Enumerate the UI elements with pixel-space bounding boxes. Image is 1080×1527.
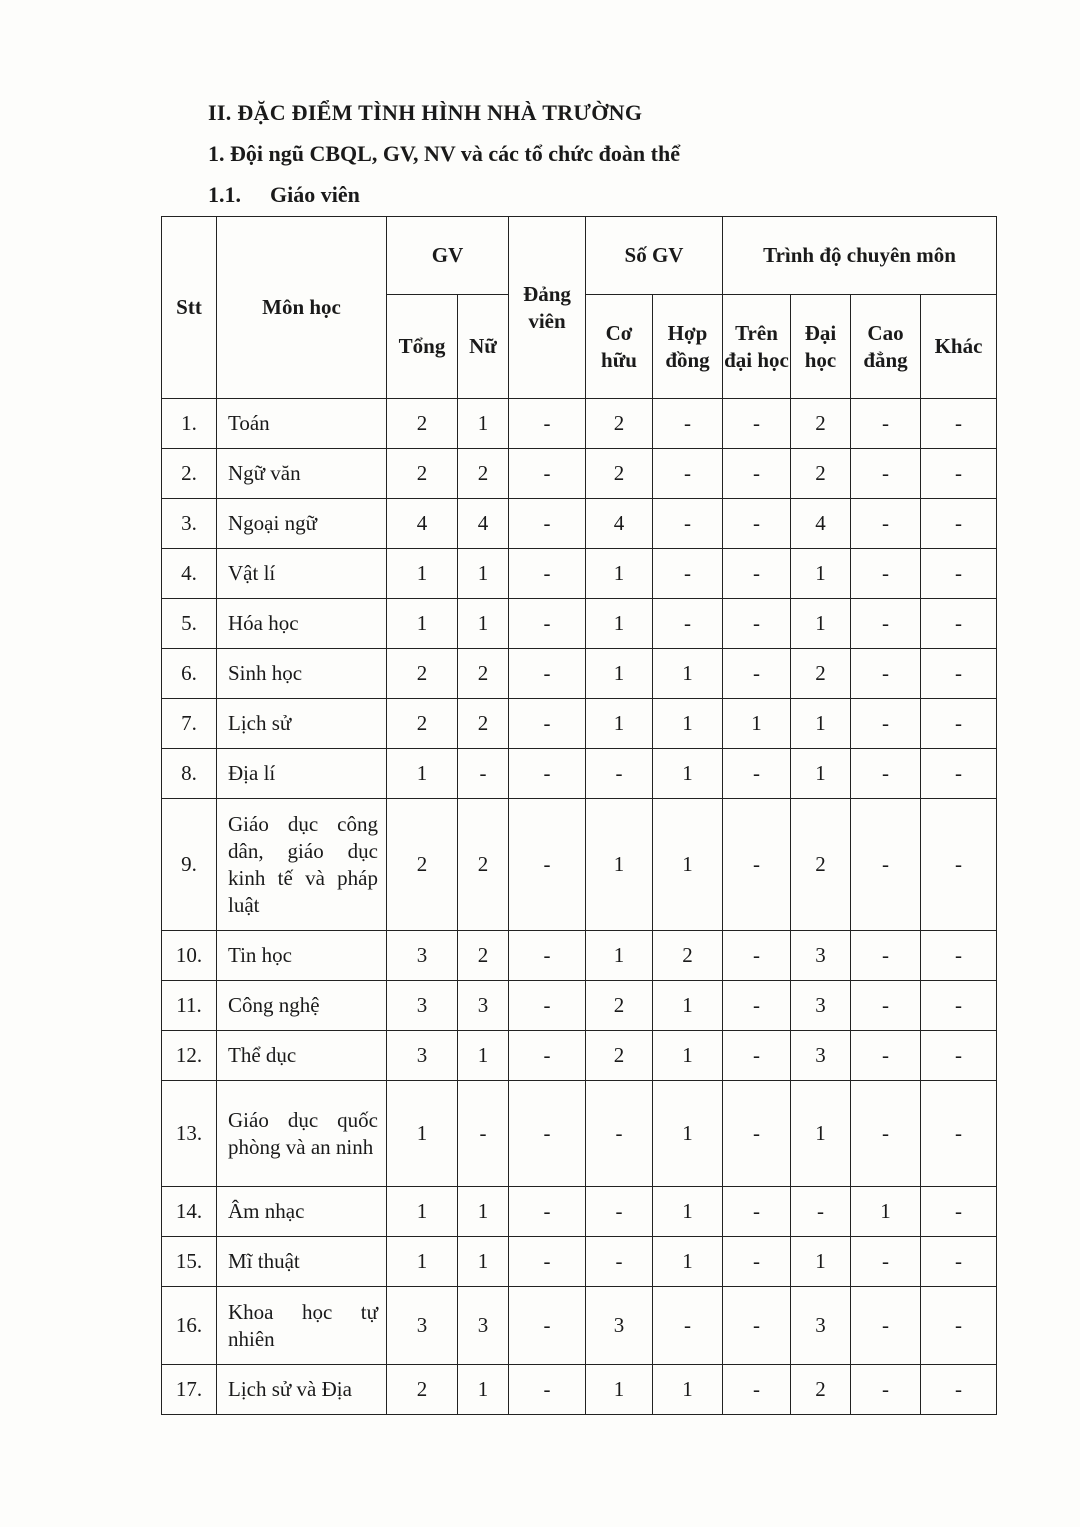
cell-stt: 15. <box>162 1237 217 1287</box>
cell-party: - <box>509 1031 586 1081</box>
cell-subject: Công nghệ <box>217 981 387 1031</box>
table-row <box>162 549 997 599</box>
cell-subject: Hóa học <box>217 599 387 649</box>
cell-stt: 17. <box>162 1365 217 1415</box>
cell-party: - <box>509 1287 586 1365</box>
cell-total: 1 <box>387 1187 458 1237</box>
cell-stt: 9. <box>162 799 217 931</box>
cell-female: 2 <box>458 931 509 981</box>
table-row <box>162 1287 997 1365</box>
cell-permanent: 3 <box>586 1287 653 1365</box>
cell-party: - <box>509 549 586 599</box>
cell-total: 3 <box>387 981 458 1031</box>
cell-university: 3 <box>791 1287 851 1365</box>
cell-contract: 1 <box>653 1031 723 1081</box>
cell-postgrad: - <box>723 599 791 649</box>
cell-permanent: 2 <box>586 1031 653 1081</box>
cell-other: - <box>921 1287 997 1365</box>
cell-subject: Khoa học tự nhiên <box>217 1287 387 1365</box>
cell-party: - <box>509 749 586 799</box>
cell-stt: 7. <box>162 699 217 749</box>
cell-contract: - <box>653 549 723 599</box>
table-row <box>162 1081 997 1187</box>
cell-contract: 1 <box>653 799 723 931</box>
cell-stt: 6. <box>162 649 217 699</box>
table-row <box>162 749 997 799</box>
header-university: Đại học <box>791 295 851 399</box>
cell-female: 2 <box>458 799 509 931</box>
cell-college: - <box>851 1081 921 1187</box>
cell-stt: 3. <box>162 499 217 549</box>
cell-postgrad: - <box>723 799 791 931</box>
cell-party: - <box>509 931 586 981</box>
cell-contract: 1 <box>653 1365 723 1415</box>
cell-university: 2 <box>791 1365 851 1415</box>
cell-college: - <box>851 699 921 749</box>
cell-university: - <box>791 1187 851 1237</box>
cell-postgrad: - <box>723 1081 791 1187</box>
cell-party: - <box>509 981 586 1031</box>
cell-contract: 2 <box>653 931 723 981</box>
cell-contract: - <box>653 1287 723 1365</box>
cell-party: - <box>509 699 586 749</box>
header-qualification: Trình độ chuyên môn <box>723 217 997 295</box>
header-postgrad: Trên đại học <box>723 295 791 399</box>
cell-other: - <box>921 499 997 549</box>
header-so-gv: Số GV <box>586 217 723 295</box>
cell-permanent: - <box>586 1081 653 1187</box>
cell-contract: - <box>653 449 723 499</box>
cell-subject: Giáo dục quốc phòng và an ninh <box>217 1081 387 1187</box>
cell-university: 2 <box>791 799 851 931</box>
table-row <box>162 1365 997 1415</box>
header-stt: Stt <box>162 217 217 399</box>
cell-postgrad: - <box>723 499 791 549</box>
cell-college: - <box>851 799 921 931</box>
cell-postgrad: - <box>723 1237 791 1287</box>
cell-female: 1 <box>458 1365 509 1415</box>
cell-postgrad: - <box>723 1287 791 1365</box>
cell-contract: 1 <box>653 1081 723 1187</box>
cell-permanent: 4 <box>586 499 653 549</box>
header-other: Khác <box>921 295 997 399</box>
table-row <box>162 499 997 549</box>
cell-total: 4 <box>387 499 458 549</box>
subsection-heading: 1. Đội ngũ CBQL, GV, NV và các tổ chức đoàn thể <box>208 141 680 166</box>
cell-university: 1 <box>791 1081 851 1187</box>
cell-female: 4 <box>458 499 509 549</box>
cell-college: - <box>851 931 921 981</box>
cell-contract: 1 <box>653 649 723 699</box>
cell-contract: 1 <box>653 699 723 749</box>
sub-subsection-title: Giáo viên <box>270 182 360 207</box>
cell-party: - <box>509 1187 586 1237</box>
cell-subject: Âm nhạc <box>217 1187 387 1237</box>
cell-contract: - <box>653 599 723 649</box>
cell-party: - <box>509 449 586 499</box>
cell-female: 2 <box>458 649 509 699</box>
cell-subject: Địa lí <box>217 749 387 799</box>
cell-subject: Giáo dục công dân, giáo dục kinh tế và pháp luật <box>217 799 387 931</box>
cell-total: 1 <box>387 1237 458 1287</box>
cell-stt: 10. <box>162 931 217 981</box>
cell-university: 1 <box>791 1237 851 1287</box>
cell-total: 2 <box>387 799 458 931</box>
cell-party: - <box>509 599 586 649</box>
cell-female: 1 <box>458 599 509 649</box>
cell-college: - <box>851 499 921 549</box>
cell-stt: 16. <box>162 1287 217 1365</box>
cell-college: - <box>851 599 921 649</box>
cell-other: - <box>921 1237 997 1287</box>
cell-postgrad: - <box>723 549 791 599</box>
cell-permanent: 2 <box>586 399 653 449</box>
cell-subject: Sinh học <box>217 649 387 699</box>
cell-subject: Lịch sử và Địa <box>217 1365 387 1415</box>
cell-permanent: 1 <box>586 649 653 699</box>
cell-college: - <box>851 749 921 799</box>
cell-postgrad: - <box>723 649 791 699</box>
cell-university: 2 <box>791 399 851 449</box>
cell-total: 1 <box>387 599 458 649</box>
cell-stt: 14. <box>162 1187 217 1237</box>
cell-postgrad: - <box>723 399 791 449</box>
cell-permanent: 1 <box>586 1365 653 1415</box>
cell-female: - <box>458 749 509 799</box>
cell-total: 3 <box>387 1031 458 1081</box>
cell-permanent: 1 <box>586 931 653 981</box>
table-row <box>162 599 997 649</box>
cell-female: - <box>458 1081 509 1187</box>
cell-party: - <box>509 399 586 449</box>
cell-subject: Ngoại ngữ <box>217 499 387 549</box>
cell-party: - <box>509 649 586 699</box>
cell-contract: - <box>653 499 723 549</box>
sub-subsection-heading <box>208 182 360 208</box>
cell-female: 2 <box>458 449 509 499</box>
cell-postgrad: - <box>723 981 791 1031</box>
cell-university: 2 <box>791 449 851 499</box>
cell-subject: Lịch sử <box>217 699 387 749</box>
header-permanent: Cơ hữu <box>586 295 653 399</box>
cell-university: 4 <box>791 499 851 549</box>
cell-permanent: - <box>586 1187 653 1237</box>
cell-college: - <box>851 1287 921 1365</box>
teacher-table-body <box>162 399 997 1415</box>
cell-stt: 5. <box>162 599 217 649</box>
table-row <box>162 399 997 449</box>
cell-college: - <box>851 549 921 599</box>
table-row <box>162 699 997 749</box>
cell-postgrad: - <box>723 1365 791 1415</box>
header-party-member: Đảng viên <box>509 217 586 399</box>
cell-other: - <box>921 449 997 499</box>
cell-stt: 2. <box>162 449 217 499</box>
cell-other: - <box>921 1365 997 1415</box>
table-row <box>162 449 997 499</box>
teacher-table <box>161 216 997 1415</box>
cell-female: 1 <box>458 1187 509 1237</box>
cell-college: 1 <box>851 1187 921 1237</box>
header-gv-female: Nữ <box>458 295 509 399</box>
cell-party: - <box>509 1237 586 1287</box>
cell-contract: - <box>653 399 723 449</box>
cell-subject: Mĩ thuật <box>217 1237 387 1287</box>
section-heading: II. ĐẶC ĐIỂM TÌNH HÌNH NHÀ TRƯỜNG <box>208 100 643 125</box>
cell-other: - <box>921 649 997 699</box>
table-row <box>162 1187 997 1237</box>
cell-university: 1 <box>791 699 851 749</box>
table-row <box>162 1031 997 1081</box>
cell-college: - <box>851 1031 921 1081</box>
cell-total: 2 <box>387 449 458 499</box>
header-gv-total: Tổng <box>387 295 458 399</box>
table-row <box>162 931 997 981</box>
cell-other: - <box>921 931 997 981</box>
header-subject: Môn học <box>217 217 387 399</box>
cell-total: 1 <box>387 1081 458 1187</box>
cell-total: 2 <box>387 399 458 449</box>
cell-postgrad: - <box>723 749 791 799</box>
cell-postgrad: - <box>723 449 791 499</box>
cell-college: - <box>851 399 921 449</box>
cell-total: 2 <box>387 1365 458 1415</box>
cell-stt: 8. <box>162 749 217 799</box>
cell-other: - <box>921 599 997 649</box>
cell-university: 3 <box>791 981 851 1031</box>
cell-female: 2 <box>458 699 509 749</box>
cell-total: 1 <box>387 549 458 599</box>
cell-university: 2 <box>791 649 851 699</box>
cell-permanent: 2 <box>586 981 653 1031</box>
cell-subject: Thể dục <box>217 1031 387 1081</box>
cell-party: - <box>509 1081 586 1187</box>
cell-postgrad: - <box>723 931 791 981</box>
cell-permanent: 1 <box>586 799 653 931</box>
header-contract: Hợp đồng <box>653 295 723 399</box>
table-row <box>162 1237 997 1287</box>
cell-college: - <box>851 981 921 1031</box>
cell-other: - <box>921 749 997 799</box>
cell-postgrad: 1 <box>723 699 791 749</box>
cell-other: - <box>921 1187 997 1237</box>
cell-university: 1 <box>791 749 851 799</box>
cell-female: 3 <box>458 1287 509 1365</box>
cell-university: 1 <box>791 599 851 649</box>
cell-stt: 11. <box>162 981 217 1031</box>
cell-subject: Tin học <box>217 931 387 981</box>
cell-stt: 1. <box>162 399 217 449</box>
cell-female: 1 <box>458 399 509 449</box>
cell-total: 3 <box>387 931 458 981</box>
cell-stt: 12. <box>162 1031 217 1081</box>
cell-party: - <box>509 499 586 549</box>
cell-female: 1 <box>458 549 509 599</box>
cell-contract: 1 <box>653 1237 723 1287</box>
table-row <box>162 799 997 931</box>
cell-contract: 1 <box>653 749 723 799</box>
header-college: Cao đẳng <box>851 295 921 399</box>
cell-postgrad: - <box>723 1187 791 1237</box>
cell-college: - <box>851 449 921 499</box>
cell-university: 1 <box>791 549 851 599</box>
cell-female: 1 <box>458 1031 509 1081</box>
cell-party: - <box>509 799 586 931</box>
cell-contract: 1 <box>653 981 723 1031</box>
header-gv: GV <box>387 217 509 295</box>
cell-contract: 1 <box>653 1187 723 1237</box>
cell-other: - <box>921 1031 997 1081</box>
cell-permanent: 1 <box>586 599 653 649</box>
cell-other: - <box>921 699 997 749</box>
cell-permanent: - <box>586 1237 653 1287</box>
sub-subsection-number: 1.1. <box>208 182 241 207</box>
cell-university: 3 <box>791 1031 851 1081</box>
cell-permanent: 1 <box>586 549 653 599</box>
cell-college: - <box>851 1365 921 1415</box>
table-row <box>162 649 997 699</box>
cell-permanent: 2 <box>586 449 653 499</box>
cell-other: - <box>921 1081 997 1187</box>
cell-total: 1 <box>387 749 458 799</box>
table-row <box>162 981 997 1031</box>
cell-subject: Ngữ văn <box>217 449 387 499</box>
cell-permanent: - <box>586 749 653 799</box>
cell-subject: Toán <box>217 399 387 449</box>
cell-other: - <box>921 981 997 1031</box>
cell-total: 2 <box>387 649 458 699</box>
cell-subject: Vật lí <box>217 549 387 599</box>
cell-total: 2 <box>387 699 458 749</box>
cell-other: - <box>921 549 997 599</box>
cell-other: - <box>921 799 997 931</box>
cell-permanent: 1 <box>586 699 653 749</box>
cell-female: 1 <box>458 1237 509 1287</box>
cell-university: 3 <box>791 931 851 981</box>
cell-postgrad: - <box>723 1031 791 1081</box>
cell-party: - <box>509 1365 586 1415</box>
cell-college: - <box>851 649 921 699</box>
cell-female: 3 <box>458 981 509 1031</box>
cell-college: - <box>851 1237 921 1287</box>
cell-stt: 4. <box>162 549 217 599</box>
cell-other: - <box>921 399 997 449</box>
cell-stt: 13. <box>162 1081 217 1187</box>
cell-total: 3 <box>387 1287 458 1365</box>
